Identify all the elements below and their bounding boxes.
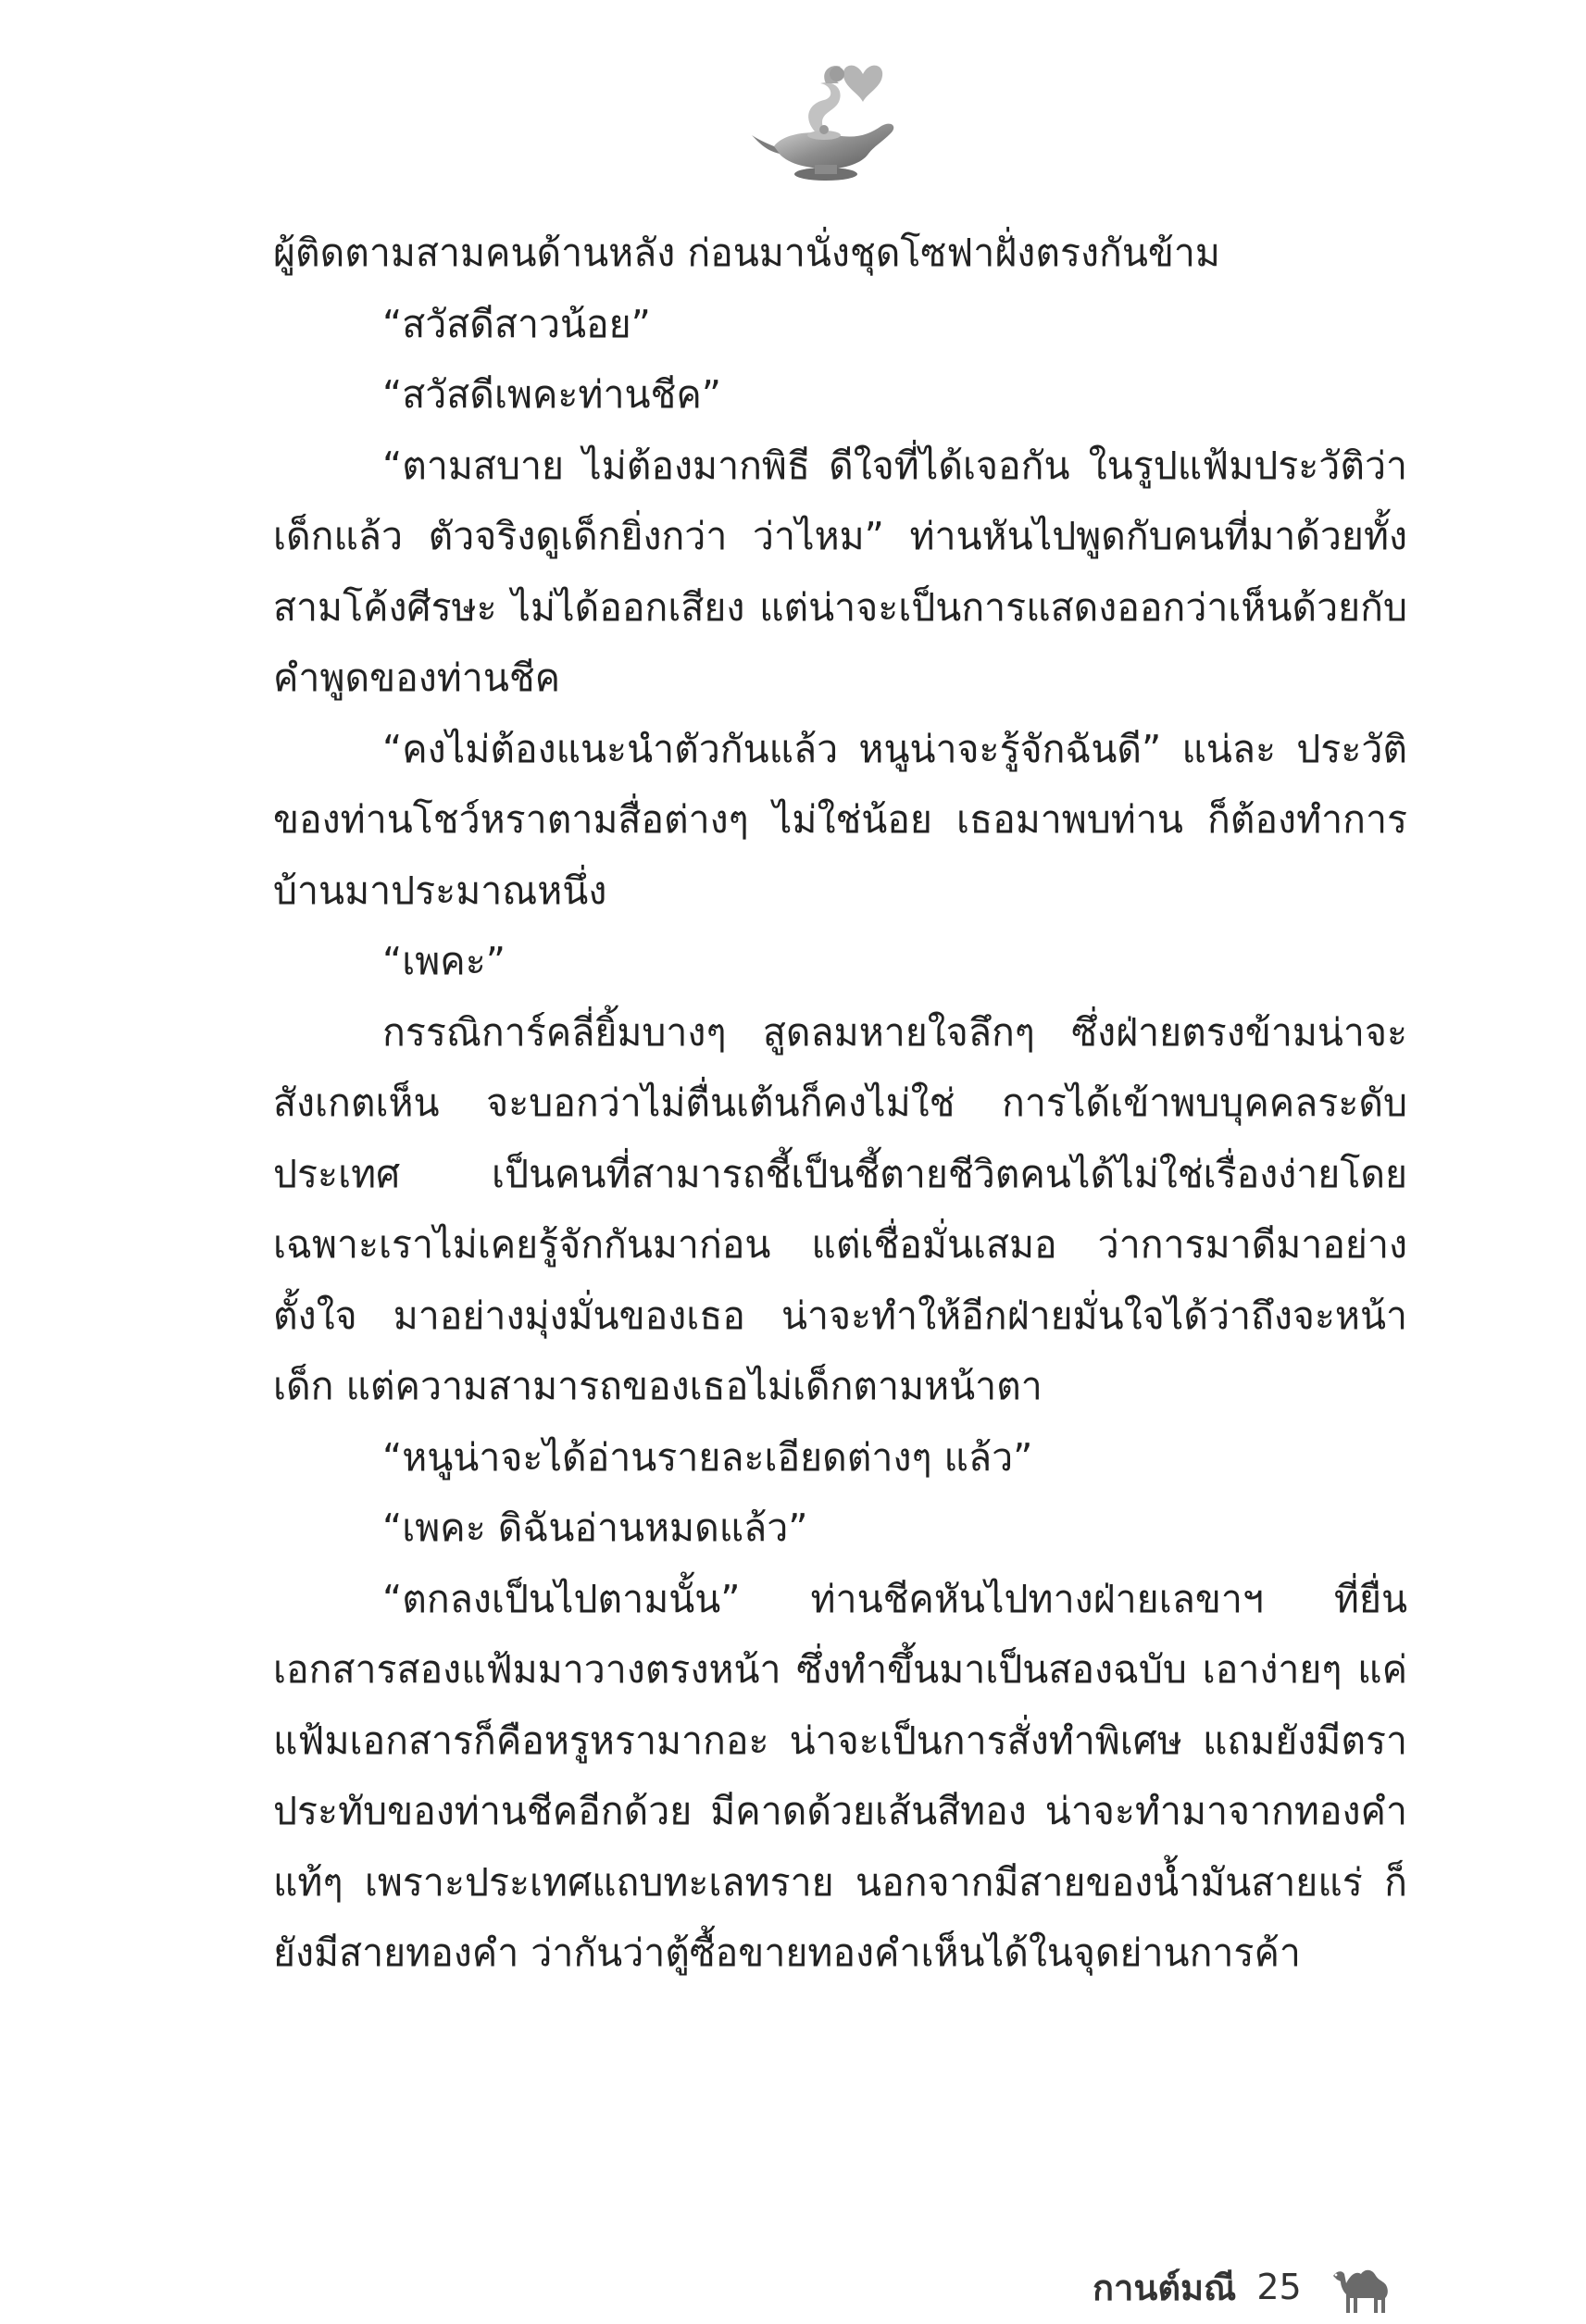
camel-icon xyxy=(1328,2257,1402,2317)
book-title: กานต์มณี xyxy=(1093,2267,1237,2308)
paragraph: “เพคะ” xyxy=(382,939,506,983)
paragraph: “ตกลงเป็นไปตามนั้น” ท่านชีคหันไปทางฝ่ายเลขาฯ ที่ยื่นเอกสารสองแฟ้มมาวางตรงหน้า ซึ่งทำขึ้นมาเป็นสองฉบับ เอาง่ายๆ แค่แฟ้มเอกสารก็คือหรูหรามากอะ น่าจะเป็นการสั่งทำพิเศษ แถมยังมีตราประทับของท่านชีคอีกด้วย มีคาดด้วยเส้นสีทอง น่าจะทำมาจากทองคำแท้ๆ เพราะประเทศแถบทะเลทราย นอกจากมีสายของน้ำมันสายแร่ ก็ยังมีสายทองคำ ว่ากันว่าตู้ซื้อขายทองคำเห็นได้ในจุดย่านการค้า xyxy=(273,1576,1407,1975)
paragraph: “คงไม่ต้องแนะนำตัวกันแล้ว หนูน่าจะรู้จักฉันดี” แน่ละ ประวัติของท่านโชว์หราตามสื่อต่างๆ ไม่ใช่น้อย เธอมาพบท่าน ก็ต้องทำการบ้านมาประมาณหนึ่ง xyxy=(273,726,1407,913)
genie-lamp-icon xyxy=(746,46,904,185)
page-number: 25 xyxy=(1256,2267,1302,2307)
paragraph: ผู้ติดตามสามคนด้านหลัง ก่อนมานั่งชุดโซฟาฝั่งตรงกันข้าม xyxy=(273,231,1220,275)
paragraph: “หนูน่าจะได้อ่านรายละเอียดต่างๆ แล้ว” xyxy=(382,1434,1033,1480)
paragraph: “เพคะ ดิฉันอ่านหมดแล้ว” xyxy=(382,1506,808,1550)
paragraph: “สวัสดีสาวน้อย” xyxy=(382,301,651,346)
paragraph: “สวัสดีเพคะท่านชีค” xyxy=(382,372,721,417)
page-footer xyxy=(1093,2250,1402,2324)
paragraph: กรรณิการ์คลี่ยิ้มบางๆ สูดลมหายใจลึกๆ ซึ่งฝ่ายตรงข้ามน่าจะสังเกตเห็น จะบอกว่าไม่ตื่นเต้นก็คงไม่ใช่ การได้เข้าพบบุคคลระดับประเทศ เป็นคนที่สามารถชี้เป็นชี้ตายชีวิตคนได้ไม่ใช่เรื่องง่ายโดยเฉพาะเราไม่เคยรู้จักกันมาก่อน แต่เชื่อมั่นเสมอ ว่าการมาดีมาอย่างตั้งใจ มาอย่างมุ่งมั่นของเธอ น่าจะทำให้อีกฝ่ายมั่นใจได้ว่าถึงจะหน้าเด็ก แต่ความสามารถของเธอไม่เด็กตามหน้าตา xyxy=(273,1009,1407,1408)
chapter-body xyxy=(273,218,1407,1989)
paragraph: “ตามสบาย ไม่ต้องมากพิธี ดีใจที่ได้เจอกัน ในรูปแฟ้มประวัติว่าเด็กแล้ว ตัวจริงดูเด็กยิ่งกว่า ว่าไหม” ท่านหันไปพูดกับคนที่มาด้วยทั้งสามโค้งศีรษะ ไม่ได้ออกเสียง แต่น่าจะเป็นการแสดงออกว่าเห็นด้วยกับคำพูดของท่านชีค xyxy=(273,443,1407,700)
